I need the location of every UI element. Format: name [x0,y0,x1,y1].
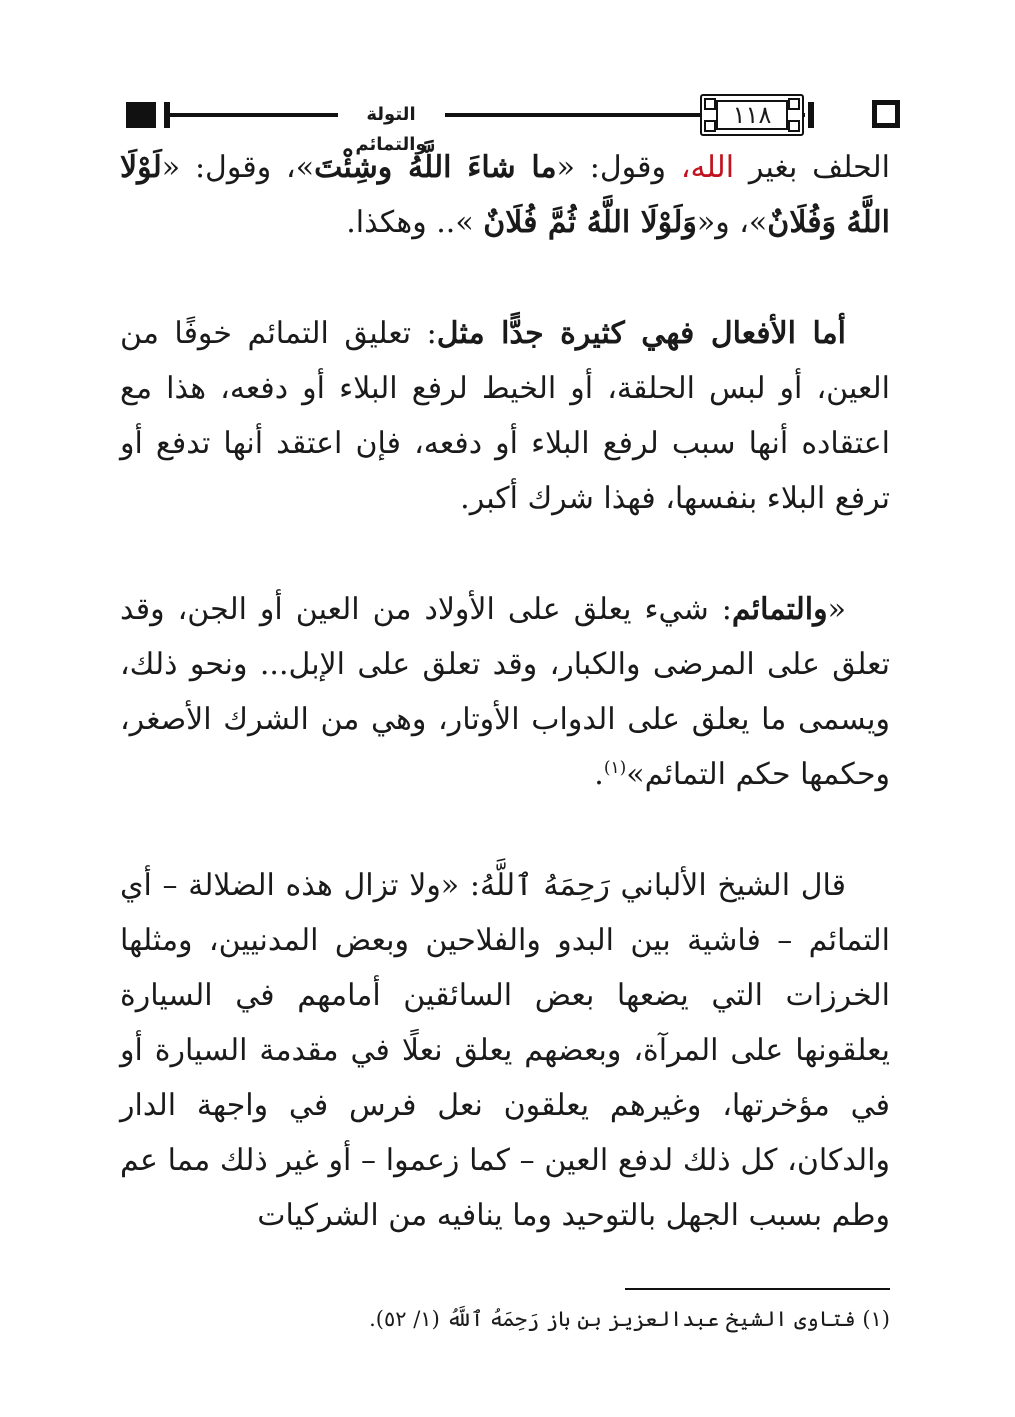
header-square-ornament [872,100,900,128]
text-run: وقول: « [556,150,681,185]
frame-corner-ornament [704,120,716,132]
bold-quote: وَلَوْلَا اللَّهُ ثُمَّ فُلَانٌ [483,205,697,240]
header-rule [168,113,338,117]
header-bar-ornament [808,102,814,128]
paragraph-examples [120,140,890,250]
text-run: قال الشيخ الألباني رَحِمَهُ ٱللَّهُ: «ولا تزال هذه الضلالة – أي التمائم – فاشية بين البدو والفلاحين وبعض المدنيين، ومثلها الخرزات التي يضعها بعض السائقين أمامهم في السيارة يعلقونها على المرآة، وبعضهم يعلق نعلًا في مقدمة السيارة أو في مؤخرتها، وغيرهم يعلقون نعل فرس في واجهة الدار والدكان، كل ذلك لدفع العين – كما زعموا – أو غير ذلك مما عم وطم بسبب الجهل بالتوحيد وما ينافيه من الشركيات [120,868,890,1233]
text-run: ».. وهكذا. [346,205,484,240]
paragraph-albani-quote [120,858,890,1243]
text-run: « [827,592,846,627]
divine-name: الله، [680,150,735,185]
body-text [120,140,890,1299]
bold-quote: لَوْلَا اللَّهُ وَفُلَانٌ [120,150,890,240]
text-run: : شيء يعلق على الأولاد من العين أو الجن، وقد تعلق على المرضى والكبار، وقد تعلق على الإبل... ونحو ذلك، ويسمى ما يعلق على الدواب الأوتار، وهي من الشرك الأصغر، وحكمها حكم التمائم» [120,592,890,792]
text-run: الحلف بغير [734,150,890,185]
page-number: ١١٨ [716,100,788,130]
running-header [120,94,900,155]
text-run: »، و« [696,205,768,240]
text-run: . [594,757,604,792]
bold-lead: أما الأفعال فهي كثيرة جدًّا مثل [436,316,846,351]
frame-corner-ornament [704,98,716,110]
frame-corner-ornament [788,120,800,132]
bold-quote: ما شاءَ اللَّهُ وشِئْتَ [314,150,557,185]
page-number-frame [700,94,804,136]
footnote-reference: (١) [603,758,627,778]
section-title: التولة والتمائم [338,100,444,130]
header-square-ornament [126,102,156,128]
text-run: : تعليق التمائم خوفًا من العين، أو لبس الحلقة، أو الخيط لرفع البلاء أو دفعه، هذا مع اعتقاده أنها سبب لرفع البلاء أو دفعه، فإن اعتقد أنها تدفع أو ترفع البلاء بنفسها، فهذا شرك أكبر. [120,316,890,516]
text-run: »، وقول: « [161,150,315,185]
paragraph-amulets [120,582,890,802]
footnote: (١) فتاوى الشيخ عبدالعزيز بن باز رَحِمَهُ ٱللَّهُ (١/ ٥٢). [369,1307,890,1331]
footnote-separator [625,1288,890,1290]
paragraph-actions [120,306,890,526]
bold-lead: والتمائم [731,592,828,627]
frame-corner-ornament [788,98,800,110]
